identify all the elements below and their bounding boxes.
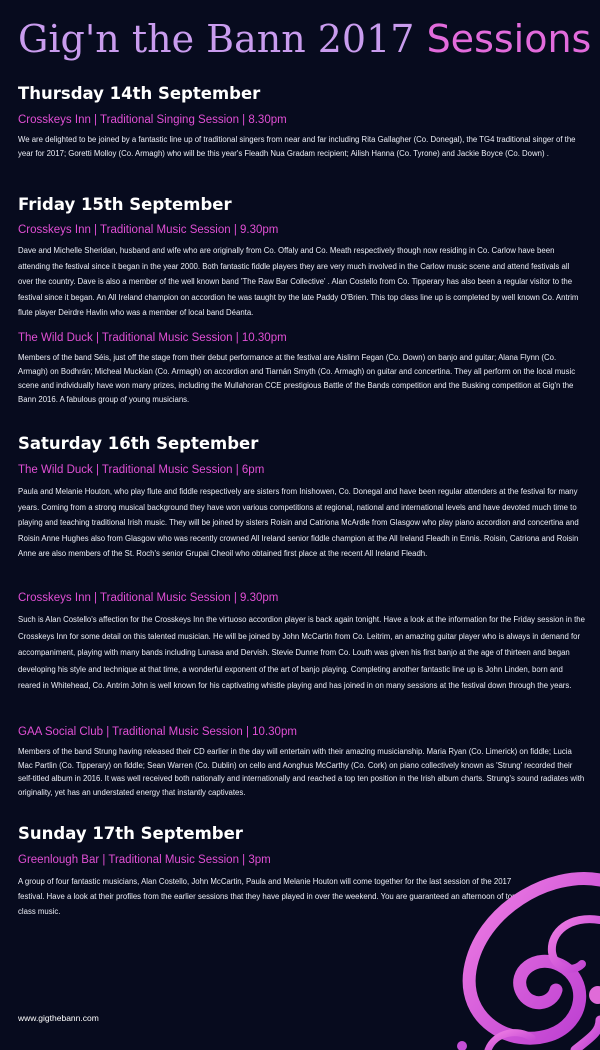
session-description: Members of the band Strung having released their CD earlier in the day will entertain with their amazing musicianship. Maria Ryan (Co. Limerick) on fiddle; Lucia Mac Partlin (Co. Tipperary) on fiddle; Sean Warren (Co. Dublin) on cello and Aonghus McCarthy (Co. Cork) on piano collectively known as 'Strung' recorded their self-titled album in 2016. It was well received both nationally and internationally and reached a top ten position in the Irish album charts. Strung's sound radiates with originality, yet has an understated energy that instantly captivates.	[18, 747, 585, 797]
session-description: We are delighted to be joined by a fantastic line up of traditional singers from near and far including Rita Gallagher (Co. Donegal), the TG4 traditional singer of the year for 2017; Goretti Molloy (Co. Armagh) who will be this year's Fleadh Nua Gradam recipient; Ailish Hanna (Co. Tyrone) and Jackie Boyce (Co. Down) .	[18, 135, 576, 158]
pink-swirl-ornament	[440, 860, 600, 1050]
session-description: Paula and Melanie Houton, who play flute and fiddle respectively are sisters from Inishowen, Co. Donegal and have been regular attenders at the festival for many years. Coming from a strong musical background they have won various competitions at regional, national and international levels and have devoted much time to playing and teaching traditional Irish music. They will be joined by sisters Roisin and Catriona McArdle from Glasgow who play piano accordion and concertina and Roisin Anne Hughes also from Glasgow who was recently crowned All Ireland senior fiddle champion at the All Ireland Fleadh in Ennis. Roisin, Catriona and Roisin Anne are also members of the St. Roch's senior Grupai Cheoil who obtained first place at the recent All Ireland Fleadh.	[18, 487, 579, 558]
session-heading: The Wild Duck | Traditional Music Session | 10.30pm	[18, 332, 287, 344]
session-heading: GAA Social Club | Traditional Music Session | 10.30pm	[18, 726, 297, 738]
session-heading: Greenlough Bar | Traditional Music Session | 3pm	[18, 854, 271, 866]
session-description: Dave and Michelle Sheridan, husband and wife who are originally from Co. Offaly and Co. Meath respectively though now residing in Co. Carlow have been attending the festival since it began in the year 2000. Both fantastic fiddle players they are very much involved in the Carlow music scene and attend festivals all over the country. Dave is also a member of the well known band 'The Raw Bar Collective' . Alan Costello from Co. Tipperary has also been a regular visitor to the festival since it began. An All Ireland champion on accordion he was taught by the late Paddy O'Brien. This top class line up is completed by well known Co. Antrim flute player Deirdre Havlin who was a member of local band Déanta.	[18, 246, 579, 317]
session-description: Such is Alan Costello's affection for the Crosskeys Inn the virtuoso accordion player is back again tonight. Have a look at the information for the Friday session in the Crosskeys Inn for some detail on this talented musician. He will be joined by John McCartin from Co. Leitrim, an amazing guitar player who is always in demand for accompaniment, playing with many bands including Lunasa and Dervish. Stevie Dunne from Co. Louth was given his first banjo at the age of thirteen and began developing his style and technique at that time, a wonderful exponent of the art of banjo playing. Completing another fantastic line up is John Linden, born and reared in Whitehead, Co. Antrim John is well known for his captivating whistle playing and has joined in on many sessions at the festival down through the years.	[18, 615, 585, 690]
day-heading-friday: Friday 15th September	[18, 195, 232, 214]
title-accent: Sessions	[426, 17, 592, 61]
website-url: www.gigthebann.com	[18, 1013, 99, 1023]
session-description: Members of the band Séis, just off the stage from their debut performance at the festival are Aislinn Fegan (Co. Down) on banjo and guitar; Alana Flynn (Co. Armagh) on Bodhrán; Micheal Muckian (Co. Armagh) on accordion and Tiarnán Smyth (Co. Armagh) on guitar and concertina. They all perform on the local music scene and individually have won many prizes, including the Mullahoran CCE prestigious Battle of the Bands competition and the Busking competition at Gig'n the Bann 2016. A fabulous group of young musicians.	[18, 353, 576, 404]
session-heading: Crosskeys Inn | Traditional Singing Session | 8.30pm	[18, 114, 287, 126]
day-heading-thursday: Thursday 14th September	[18, 84, 261, 103]
session-description: A group of four fantastic musicians, Alan Costello, John McCartin, Paula and Melanie Houton will come together for the last session of the 2017 festival. Have a look at their profiles from the earlier sessions that they have played in over the weekend. You are guaranteed an afternoon of top class music.	[18, 877, 517, 916]
session-heading: The Wild Duck | Traditional Music Session | 6pm	[18, 464, 265, 476]
day-heading-sunday: Sunday 17th September	[18, 824, 243, 843]
session-heading: Crosskeys Inn | Traditional Music Session | 9.30pm	[18, 592, 279, 604]
day-heading-saturday: Saturday 16th September	[18, 434, 259, 453]
page-title	[18, 14, 598, 64]
session-heading: Crosskeys Inn | Traditional Music Session | 9.30pm	[18, 224, 279, 236]
title-main: Gig'n the Bann 2017	[18, 17, 415, 61]
